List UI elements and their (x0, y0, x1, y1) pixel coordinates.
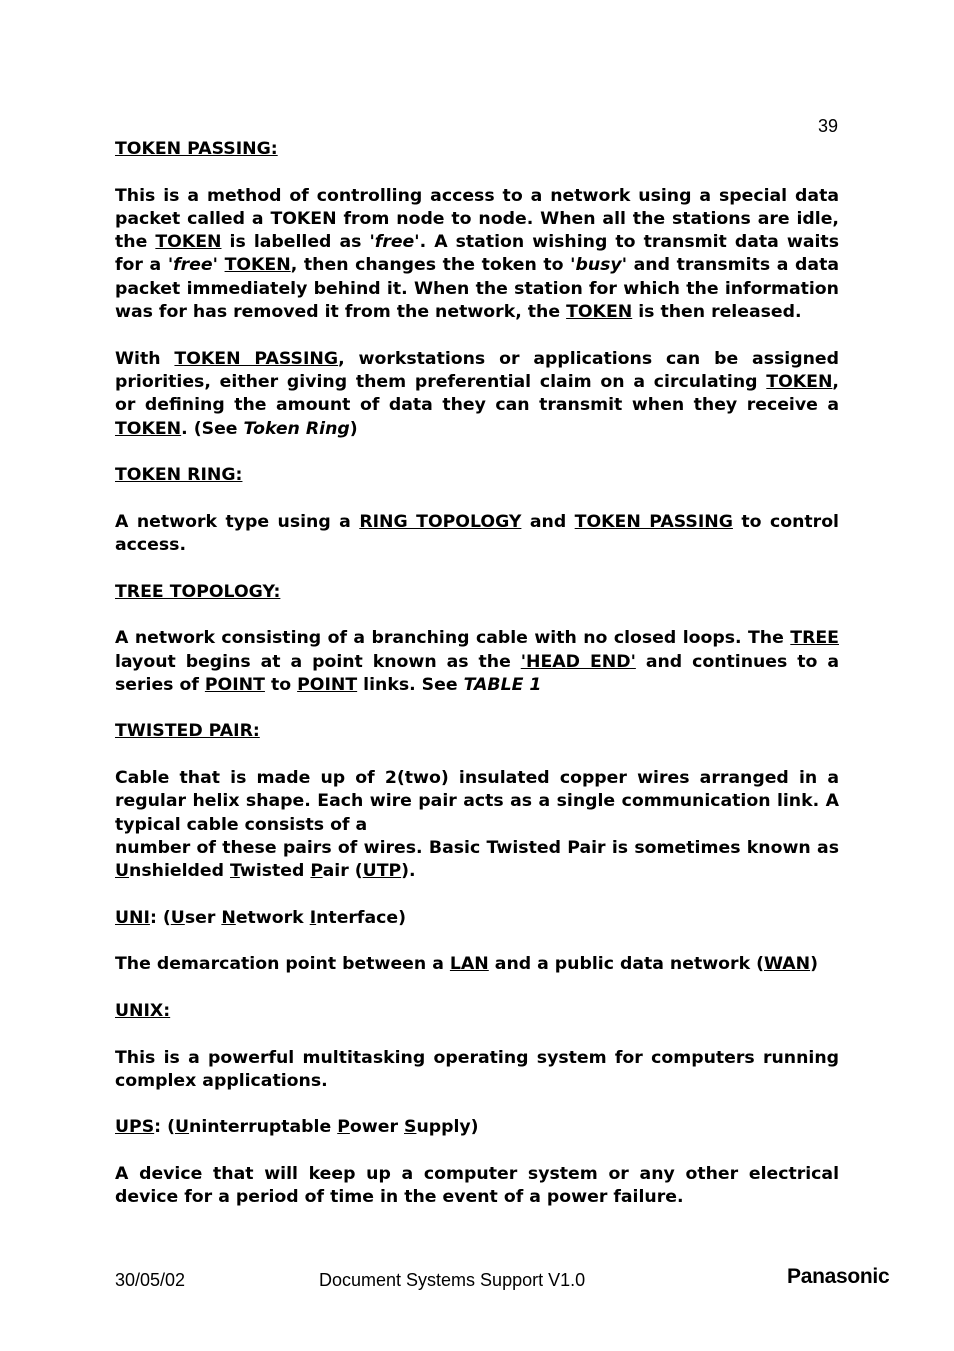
text: : ( (149, 907, 171, 928)
tree-topology-paragraph (115, 627, 839, 697)
term-token: TOKEN (155, 232, 222, 253)
term-tree: TREE (790, 628, 839, 649)
term-busy: busy (575, 255, 622, 276)
ups-paragraph: A device that will keep up a computer system or any other electrical device for a period of time in the event of a power failure. (115, 1164, 839, 1208)
text: to control access. (115, 511, 839, 556)
heading-tree-topology: TREE TOPOLOGY: (115, 581, 281, 602)
page-number: 39 (818, 116, 839, 136)
text: links. See (357, 674, 464, 695)
token-passing-paragraph-1 (115, 185, 839, 325)
text: ). (401, 861, 416, 882)
term-token-passing: TOKEN PASSING (574, 511, 733, 532)
heading-token-passing: TOKEN PASSING: (115, 139, 278, 159)
term-token: TOKEN (224, 255, 291, 276)
footer-date: 30/05/02 (115, 1270, 186, 1290)
text: , or defining the amount of data they can transmit when they receive a (115, 371, 839, 416)
text: nterface) (316, 907, 406, 928)
text: ninterruptable (189, 1117, 338, 1138)
term-lan: LAN (449, 954, 489, 975)
text: and continues to a series of (115, 651, 839, 695)
heading-twisted-pair: TWISTED PAIR: (115, 721, 260, 742)
text: number of these pairs of wires. Basic Twisted Pair is sometimes known as (115, 837, 839, 858)
heading-uni (115, 907, 839, 930)
text: nshielded (129, 861, 230, 882)
text: ower (349, 1117, 404, 1138)
text: and (521, 511, 575, 532)
term-token-ring-ref: Token Ring (243, 418, 350, 439)
token-passing-paragraph-2 (115, 348, 839, 441)
letter: U (170, 907, 185, 928)
term-free: free (374, 232, 415, 253)
twisted-pair-paragraph (115, 767, 839, 883)
uni-paragraph (115, 953, 839, 976)
text: . (See (181, 418, 244, 439)
text: ) (810, 954, 819, 975)
term-point: POINT (204, 674, 265, 695)
heading-token-ring: TOKEN RING: (115, 465, 243, 486)
term-token: TOKEN (566, 302, 633, 323)
twisted-pair-line-1: Cable that is made up of 2(two) insulated copper wires arranged in a regular helix shape. Each wire pair acts as a single communication link. A typical cable consists of a (115, 768, 839, 835)
token-ring-paragraph (115, 511, 839, 558)
text: This is a method of controlling access to a network using a special data packet called a TOKEN from node to node. When all the stations are idle, the (115, 185, 839, 253)
letter: U (174, 1117, 190, 1138)
text: layout begins at a point known as the (115, 651, 521, 672)
term-table-1: TABLE 1 (463, 674, 542, 695)
text: to (264, 674, 298, 695)
heading-unix: UNIX: (115, 1000, 171, 1021)
term-t: T (229, 861, 240, 882)
term-wan: WAN (763, 954, 811, 975)
text: is labelled as ' (221, 232, 375, 253)
term-token: TOKEN (115, 418, 182, 439)
text: ' and transmits a data packet immediately behind it. When the station for which the information was for has removed it from the network, the (115, 255, 840, 323)
text: is then released. (632, 302, 802, 323)
term-token: TOKEN (766, 371, 833, 392)
term-point: POINT (297, 674, 358, 695)
text: , then changes the token to ' (290, 255, 576, 276)
text: air ( (322, 861, 363, 882)
term-ring-topology: RING TOPOLOGY (359, 511, 522, 532)
letter: S (404, 1117, 417, 1138)
letter: P (337, 1117, 350, 1138)
text: , workstations or applications can be assigned priorities, either giving them preferential claim on a circulating (115, 348, 839, 392)
glossary-body (115, 138, 839, 1233)
text: A network type using a (115, 511, 360, 532)
text: The demarcation point between a (115, 954, 450, 975)
unix-paragraph: This is a powerful multitasking operating system for computers running complex applications. (115, 1047, 839, 1091)
text: ) (349, 418, 358, 439)
term-p: P (310, 861, 323, 882)
heading-ups (115, 1116, 839, 1139)
text: wisted (239, 861, 311, 882)
term-utp: UTP (362, 861, 402, 882)
term-free: free (173, 255, 213, 276)
text: etwork (235, 907, 310, 928)
text: ser (184, 907, 222, 928)
term-u: U (115, 861, 130, 882)
letter: N (221, 907, 236, 928)
text: and a public data network ( (488, 954, 764, 975)
term-ups: UPS (115, 1117, 155, 1138)
text: : ( (154, 1117, 175, 1138)
term-uni: UNI (115, 907, 150, 928)
text: A network consisting of a branching cable with no closed loops. The (115, 628, 791, 649)
letter: I (309, 907, 317, 928)
text: With (115, 348, 175, 369)
text: '. A station wishing to transmit data waits for a ' (115, 232, 839, 276)
panasonic-logo: Panasonic (787, 1265, 890, 1288)
term-token-passing: TOKEN PASSING (174, 348, 339, 369)
term-head-end: 'HEAD END' (520, 651, 636, 672)
footer-title: Document Systems Support V1.0 (319, 1270, 586, 1290)
text: ' (212, 255, 225, 276)
text: upply) (416, 1117, 479, 1138)
